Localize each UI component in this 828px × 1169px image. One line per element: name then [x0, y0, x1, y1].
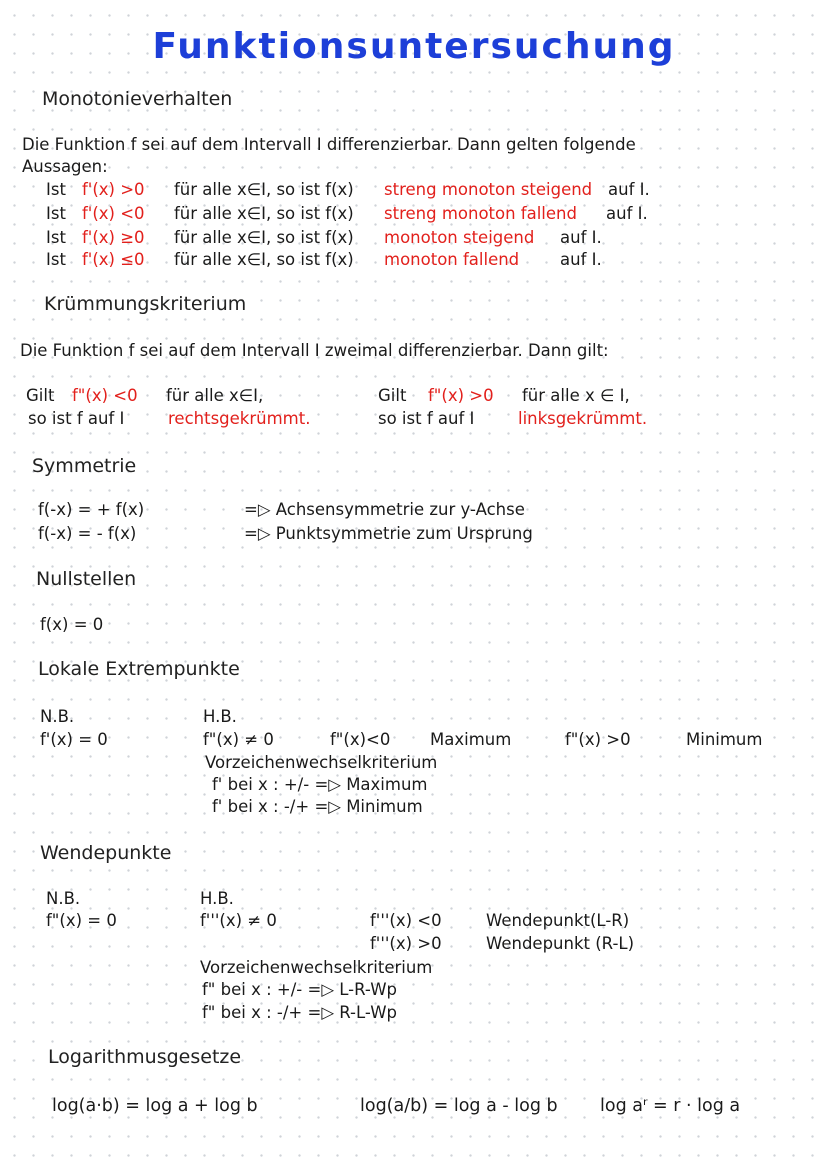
- rule-pre: Ist: [46, 180, 66, 199]
- rule-post: auf I.: [560, 250, 602, 269]
- extrem-hb-formula: f"(x) ≠ 0: [203, 730, 274, 749]
- kruemmung-intro: Die Funktion f sei auf dem Intervall I zweimal differenzierbar. Dann gilt:: [20, 341, 609, 360]
- kruemmung-right-line-2: [378, 409, 647, 428]
- wende-vzw-heading: Vorzeichenwechselkriterium: [200, 958, 433, 977]
- heading-nullstellen: Nullstellen: [36, 568, 137, 590]
- rule-pre: Ist: [46, 204, 66, 223]
- left-condition: f"(x) <0: [72, 386, 138, 405]
- rule-middle: für alle x∈I, so ist f(x): [174, 228, 354, 247]
- left-pre: Gilt: [26, 386, 55, 405]
- extrem-nb-formula: f'(x) = 0: [40, 730, 108, 749]
- wende-vzw-1: f" bei x : +/- =▷ L-R-Wp: [202, 980, 397, 999]
- extrem-nb-label: N.B.: [40, 707, 75, 726]
- extrem-min-condition: f"(x) >0: [565, 730, 631, 749]
- rule-post: auf I.: [560, 228, 602, 247]
- page-title: Funktionsuntersuchung: [152, 26, 676, 67]
- wende-nb-formula: f"(x) = 0: [46, 911, 117, 930]
- rule-pre: Ist: [46, 250, 66, 269]
- monotonie-rule-4: [46, 250, 602, 269]
- wende-condition-1: f'''(x) <0: [370, 911, 442, 930]
- extrem-hb-label: H.B.: [203, 707, 237, 726]
- rule-result: streng monoton steigend: [384, 180, 593, 199]
- log-law-3: log aʳ = r · log a: [600, 1096, 741, 1116]
- symmetrie-row-2-right: =▷ Punktsymmetrie zum Ursprung: [244, 524, 533, 543]
- wende-hb-label: H.B.: [200, 889, 234, 908]
- kruemmung-right-line-1: [378, 386, 630, 405]
- heading-kruemmung: Krümmungskriterium: [44, 293, 247, 315]
- rule-result: monoton steigend: [384, 228, 535, 247]
- monotonie-intro-2: Aussagen:: [22, 157, 108, 176]
- wende-condition-2: f'''(x) >0: [370, 934, 442, 953]
- symmetrie-row-2-left: f(-x) = - f(x): [38, 524, 137, 543]
- left-line-2: so ist f auf I: [28, 409, 125, 428]
- rule-condition: f'(x) ≤0: [82, 250, 145, 269]
- wende-condition-2-label: Wendepunkt (R-L): [486, 934, 635, 953]
- kruemmung-left-line-1: [26, 386, 263, 405]
- monotonie-rule-1: [46, 180, 650, 199]
- right-middle: für alle x ∈ I,: [522, 386, 630, 405]
- rule-post: auf I.: [608, 180, 650, 199]
- rule-middle: für alle x∈I, so ist f(x): [174, 250, 354, 269]
- log-law-2: log(a/b) = log a - log b: [360, 1096, 558, 1116]
- extrem-max-condition: f"(x)<0: [330, 730, 391, 749]
- monotonie-rule-2: [46, 204, 648, 223]
- rule-condition: f'(x) ≥0: [82, 228, 145, 247]
- rule-middle: für alle x∈I, so ist f(x): [174, 204, 354, 223]
- heading-monotonie: Monotonieverhalten: [42, 88, 233, 110]
- extrem-vzw-heading: Vorzeichenwechselkriterium: [205, 753, 438, 772]
- extrem-vzw-2: f' bei x : -/+ =▷ Minimum: [212, 797, 423, 816]
- log-law-1: log(a·b) = log a + log b: [52, 1096, 258, 1116]
- nullstellen-formula: f(x) = 0: [40, 615, 104, 634]
- rule-result: streng monoton fallend: [384, 204, 577, 223]
- extrem-vzw-1: f' bei x : +/- =▷ Maximum: [212, 775, 428, 794]
- heading-wendepunkte: Wendepunkte: [40, 842, 172, 864]
- symmetrie-row-1-right: =▷ Achsensymmetrie zur y-Achse: [244, 500, 525, 519]
- wende-hb-formula: f'''(x) ≠ 0: [200, 911, 277, 930]
- left-result: rechtsgekrümmt.: [168, 409, 311, 428]
- rule-post: auf I.: [606, 204, 648, 223]
- rule-middle: für alle x∈I, so ist f(x): [174, 180, 354, 199]
- extrem-min-label: Minimum: [686, 730, 763, 749]
- left-middle: für alle x∈I,: [166, 386, 264, 405]
- rule-pre: Ist: [46, 228, 66, 247]
- right-line-2: so ist f auf I: [378, 409, 475, 428]
- heading-symmetrie: Symmetrie: [32, 455, 137, 477]
- wende-vzw-2: f" bei x : -/+ =▷ R-L-Wp: [202, 1003, 397, 1022]
- monotonie-rule-3: [46, 228, 602, 247]
- wende-nb-label: N.B.: [46, 889, 81, 908]
- rule-condition: f'(x) >0: [82, 180, 145, 199]
- extrem-max-label: Maximum: [430, 730, 512, 749]
- heading-extrempunkte: Lokale Extrempunkte: [38, 658, 240, 680]
- monotonie-intro-1: Die Funktion f sei auf dem Intervall I differenzierbar. Dann gelten folgende: [22, 135, 636, 154]
- right-result: linksgekrümmt.: [518, 409, 648, 428]
- right-condition: f"(x) >0: [428, 386, 494, 405]
- heading-logarithmus: Logarithmusgesetze: [48, 1046, 242, 1068]
- symmetrie-row-1-left: f(-x) = + f(x): [38, 500, 145, 519]
- rule-result: monoton fallend: [384, 250, 520, 269]
- rule-condition: f'(x) <0: [82, 204, 145, 223]
- right-pre: Gilt: [378, 386, 407, 405]
- wende-condition-1-label: Wendepunkt(L-R): [486, 911, 630, 930]
- kruemmung-left-line-2: [28, 409, 310, 428]
